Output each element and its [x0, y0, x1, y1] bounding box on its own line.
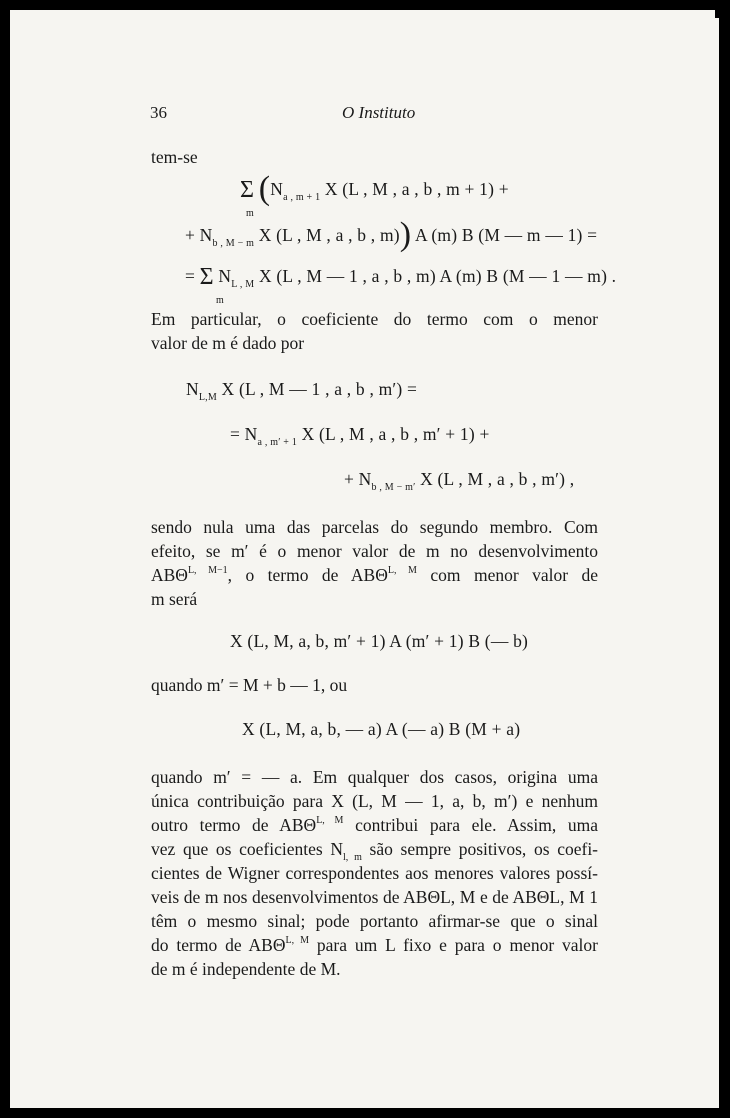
para-3-line-7 — [151, 910, 598, 936]
sigma-symbol: Σ — [240, 177, 255, 203]
intro-text: tem-se — [151, 147, 198, 167]
page-corner-mark — [715, 10, 719, 18]
eq1-line2-x: X (L , M , a , b , m) — [258, 225, 400, 245]
para-3-l3-a: outro termo de ABΘ — [151, 815, 317, 835]
eq2-line1-tail: X (L , M — 1 , a , b , m′) = — [221, 379, 418, 399]
para-2-mid: , o termo de ABΘ — [227, 565, 388, 585]
para-3-l8-sup: L, M — [285, 935, 309, 946]
equation-2-line-1 — [186, 378, 417, 404]
para-3-line-9: de m é independente de M. — [151, 959, 341, 979]
eq1-term-n-subscript: a , m + 1 — [283, 192, 321, 203]
sigma-index-2: m — [216, 295, 224, 306]
eq2-line3-lead: + N — [344, 469, 372, 489]
para-3-l4-a: vez que os coeficientes N — [151, 839, 343, 859]
eq1-line3-tail: X (L , M — 1 , a , b , m) A (m) B (M — 1 — m) . — [258, 266, 617, 286]
equation-2-line-2 — [230, 423, 490, 449]
eq1-line2-subscript: b , M − m — [212, 238, 255, 249]
eq1-line3-equals: = — [185, 266, 196, 286]
para-3-l8-a: do termo de ABΘ — [151, 935, 286, 955]
page-number: 36 — [150, 103, 167, 122]
para-3-line-8 — [151, 934, 598, 960]
para-2-sup-2: L, M — [387, 565, 417, 576]
equation-2-line-3 — [344, 468, 574, 494]
para-1-line-2: valor de m é dado por — [151, 333, 305, 353]
eq2-line3-subscript: b , M − m′ — [371, 482, 416, 493]
para-2-line-1: sendo nula uma das parcelas do segundo membro. Com — [151, 517, 598, 537]
para-2-abt-1: ABΘ — [151, 565, 188, 585]
para-3-line-3 — [151, 814, 598, 840]
para-3-line-1: quando m′ = — a. Em qualquer dos casos, origina uma — [151, 767, 598, 787]
eq1-line2-lead: + N — [185, 225, 213, 245]
para-3-l7-a: têm o mesmo sinal; pode portanto afirmar-se que o sinal — [151, 911, 598, 931]
eq1-line3-subscript: L , M — [231, 279, 255, 290]
eq2-line2-tail: X (L , M , a , b , m′ + 1) + — [301, 424, 490, 444]
left-paren: ( — [258, 170, 271, 207]
right-paren: ) — [399, 216, 412, 253]
eq2-line3-tail: X (L , M , a , b , m′) , — [420, 469, 575, 489]
para-3-l4-sub: l, m — [343, 852, 362, 863]
sigma-symbol-2: Σ — [199, 264, 214, 290]
para-3-line-6: veis de m nos desenvolvimentos de ABΘL, M e de ABΘL, M 1 — [151, 887, 598, 907]
para-3-l3-sup: L, M — [316, 815, 344, 826]
para-2-line-3 — [151, 564, 598, 590]
eq1-line3-n: N — [218, 266, 232, 286]
para-2-sup-1: L, M−1 — [187, 565, 228, 576]
sigma-index: m — [246, 208, 254, 219]
eq2-line1-subscript: L,M — [198, 392, 217, 403]
eq1-line2-tail: A (m) B (M — m — 1) = — [414, 225, 598, 245]
page — [10, 10, 719, 1108]
para-1-line-1: Em particular, o coeficiente do termo com o menor — [151, 309, 598, 329]
eq1-term-n: N — [270, 179, 284, 199]
para-3-l8-b: para um L fixo e para o menor valor — [309, 935, 598, 955]
equation-1-line-3 — [185, 264, 616, 291]
para-3-l3-b: contribui para ele. Assim, uma — [343, 815, 598, 835]
para-2-line-2: efeito, se m′ é o menor valor de m no desenvolvimento — [151, 541, 598, 561]
para-3-line-4 — [151, 838, 598, 864]
para-3-line-5: cientes de Wigner correspondentes aos menores valores possí- — [151, 863, 598, 883]
eq2-line2-lead: = N — [230, 424, 258, 444]
eq2-line2-subscript: a , m′ + 1 — [257, 437, 298, 448]
para-3-line-2: única contribuição para X (L, M — 1, a, b, m′) e nenhum — [151, 791, 598, 811]
equation-4: X (L, M, a, b, — a) A (— a) B (M + a) — [242, 719, 521, 739]
para-3-l4-b: são sempre positivos, os coefi- — [361, 839, 599, 859]
equation-1-line-1 — [240, 170, 509, 207]
eq2-line1-n: N — [186, 379, 199, 399]
equation-1-line-2 — [185, 216, 598, 253]
eq1-term-x: X (L , M , a , b , m + 1) + — [324, 179, 509, 199]
para-2-line-4: m será — [151, 589, 198, 609]
equation-3: X (L, M, a, b, m′ + 1) A (m′ + 1) B (— b) — [230, 631, 529, 651]
quando-line-1: quando m′ = M + b — 1, ou — [151, 675, 348, 695]
running-title: O Instituto — [342, 103, 416, 122]
para-2-tail: com menor valor de — [416, 565, 599, 585]
